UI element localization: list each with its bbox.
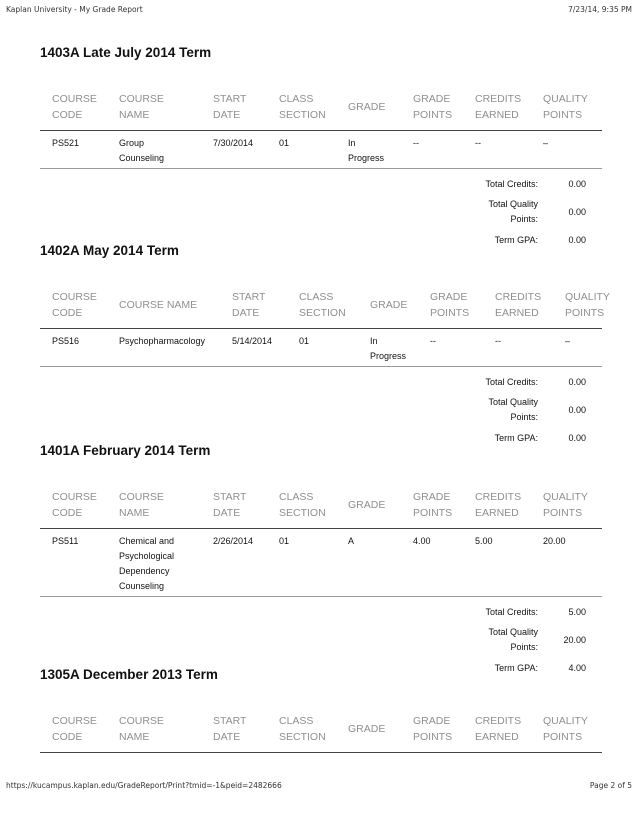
cell-course-name-line: Counseling: [119, 581, 165, 591]
print-footer: [6, 781, 632, 790]
header-course-name: [119, 83, 164, 130]
header-grade: [348, 83, 385, 130]
total-quality-points-value: 0.00: [568, 405, 586, 415]
header-label: [52, 489, 97, 521]
table-row: [40, 530, 602, 597]
header-start-date-line: DATE: [232, 306, 260, 319]
header-course-code-line: COURSE: [52, 92, 97, 105]
header-course-code-line: CODE: [52, 306, 83, 319]
cell-grade: [370, 334, 406, 364]
total-credits-label-line: Total Credits:: [485, 179, 538, 189]
term-title: 1305A December 2013 Term: [40, 667, 218, 682]
header-class-section-line: SECTION: [279, 506, 326, 519]
print-footer-page: Page 2 of 5: [589, 781, 632, 790]
total-quality-points-label: [448, 197, 538, 227]
total-quality-points-label-line: Total Quality: [488, 199, 538, 209]
header-quality-points-line: POINTS: [543, 506, 583, 519]
cell-grade-points: --: [413, 138, 419, 148]
header-credits-earned-line: CREDITS: [475, 490, 522, 503]
term-title: 1401A February 2014 Term: [40, 443, 211, 458]
header-class-section-line: SECTION: [279, 730, 326, 743]
header-class-section: [279, 83, 326, 130]
header-quality-points: [543, 481, 588, 528]
header-label: [119, 91, 164, 123]
total-credits-value: 0.00: [568, 179, 586, 189]
table-header-row: [40, 281, 610, 329]
term-gpa-value: 0.00: [568, 235, 586, 245]
cell-grade: [348, 534, 354, 549]
header-quality-points: [565, 281, 610, 328]
header-course-name-line: COURSE: [119, 92, 164, 105]
header-label: [413, 91, 452, 123]
header-grade-points-line: GRADE: [413, 490, 451, 503]
header-label: [213, 713, 246, 745]
header-label: [213, 489, 246, 521]
table-header-row: [40, 481, 602, 529]
header-course-code-line: CODE: [52, 108, 83, 121]
cell-course-code: PS511: [52, 536, 79, 546]
header-grade-points: [413, 481, 452, 528]
print-header-datetime: 7/23/14, 9:35 PM: [568, 5, 632, 14]
header-course-name: [119, 281, 197, 328]
cell-grade-points: --: [430, 336, 436, 346]
header-start-date-line: START: [213, 714, 247, 727]
cell-grade-line: Progress: [348, 153, 385, 163]
header-course-name-line: NAME: [119, 506, 150, 519]
header-label: [475, 91, 521, 123]
total-quality-points-label: [448, 625, 538, 655]
header-start-date: [213, 705, 246, 752]
header-label: [119, 297, 197, 313]
term-gpa-value: 0.00: [568, 433, 586, 443]
cell-start-date: 2/26/2014: [213, 536, 254, 546]
header-course-code-line: COURSE: [52, 290, 97, 303]
cell-class-section: 01: [279, 536, 290, 546]
total-credits-label-line: Total Credits:: [485, 377, 538, 387]
cell-class-section: 01: [279, 138, 290, 148]
header-credits-earned: [475, 705, 521, 752]
header-grade-line: GRADE: [348, 498, 386, 511]
header-credits-earned-line: EARNED: [475, 730, 519, 743]
term-gpa-label: [448, 661, 538, 676]
header-label: [299, 289, 346, 321]
header-label: [475, 713, 521, 745]
header-label: [119, 713, 164, 745]
header-grade-points-line: GRADE: [413, 714, 451, 727]
header-grade-line: GRADE: [348, 722, 386, 735]
term-gpa-label-line: Term GPA:: [494, 235, 538, 245]
header-quality-points: [543, 83, 588, 130]
cell-start-date: 5/14/2014: [232, 336, 273, 346]
header-class-section-line: CLASS: [279, 92, 314, 105]
total-quality-points-label-line: Points:: [510, 214, 538, 224]
header-course-code-line: CODE: [52, 506, 83, 519]
header-grade-points-line: POINTS: [413, 108, 453, 121]
cell-quality-points: 20.00: [543, 536, 566, 546]
cell-credits-earned: --: [475, 138, 481, 148]
header-label: [413, 713, 452, 745]
header-label: [52, 713, 97, 745]
print-footer-url: https://kucampus.kaplan.edu/GradeReport/Print?tmid=-1&peid=2482666: [6, 781, 282, 790]
total-credits-label-line: Total Credits:: [485, 607, 538, 617]
header-label: [370, 297, 407, 313]
term-gpa-label: [448, 233, 538, 248]
header-course-code: [52, 481, 97, 528]
term-title: 1402A May 2014 Term: [40, 243, 179, 258]
cell-quality-points: –: [543, 138, 549, 148]
header-class-section-line: SECTION: [279, 108, 326, 121]
cell-grade-line: Progress: [370, 351, 407, 361]
term-title: 1403A Late July 2014 Term: [40, 45, 212, 60]
header-credits-earned: [495, 281, 541, 328]
header-start-date: [213, 481, 246, 528]
header-quality-points-line: POINTS: [543, 108, 583, 121]
total-quality-points-label-line: Points:: [510, 412, 538, 422]
header-course-code-line: COURSE: [52, 490, 97, 503]
header-label: [279, 489, 326, 521]
header-quality-points: [543, 705, 588, 752]
term-gpa-label-line: Term GPA:: [494, 663, 538, 673]
cell-grade-line: In: [370, 336, 378, 346]
header-start-date: [213, 83, 246, 130]
header-class-section-line: SECTION: [299, 306, 346, 319]
total-credits-value: 0.00: [568, 377, 586, 387]
cell-course-name-line: Chemical and: [119, 536, 175, 546]
header-start-date: [232, 281, 265, 328]
total-quality-points-value: 0.00: [568, 207, 586, 217]
header-quality-points-line: POINTS: [565, 306, 605, 319]
term-gpa-value: 4.00: [568, 663, 586, 673]
header-start-date-line: DATE: [213, 730, 241, 743]
total-quality-points-label-line: Points:: [510, 642, 538, 652]
header-label: [232, 289, 265, 321]
header-label: [52, 91, 97, 123]
header-start-date-line: START: [232, 290, 266, 303]
header-label: [430, 289, 469, 321]
header-course-name-line: COURSE: [119, 714, 164, 727]
header-label: [543, 91, 588, 123]
header-label: [52, 289, 97, 321]
header-class-section: [279, 481, 326, 528]
header-grade-points: [413, 83, 452, 130]
header-start-date-line: DATE: [213, 108, 241, 121]
header-course-code: [52, 281, 97, 328]
header-grade-points: [413, 705, 452, 752]
header-class-section-line: CLASS: [299, 290, 334, 303]
cell-grade-line: A: [348, 536, 355, 546]
header-quality-points-line: QUALITY: [565, 290, 610, 303]
table-header-row: [40, 705, 602, 753]
header-label: [279, 713, 326, 745]
cell-quality-points: –: [565, 336, 571, 346]
table-header-row: [40, 83, 602, 131]
header-credits-earned-line: EARNED: [475, 506, 519, 519]
header-quality-points-line: QUALITY: [543, 714, 588, 727]
header-label: [348, 497, 385, 513]
cell-course-name: [119, 534, 174, 594]
cell-course-code: PS516: [52, 336, 80, 346]
cell-course-name-line: Psychopharmacology: [119, 336, 206, 346]
header-grade-points-line: POINTS: [430, 306, 470, 319]
header-grade-points: [430, 281, 469, 328]
header-label: [279, 91, 326, 123]
cell-course-name-line: Psychological: [119, 551, 175, 561]
cell-course-name: [119, 136, 164, 166]
cell-start-date: 7/30/2014: [213, 138, 254, 148]
header-class-section-line: CLASS: [279, 714, 314, 727]
header-course-name: [119, 705, 164, 752]
header-course-code: [52, 83, 97, 130]
cell-course-name-line: Group: [119, 138, 145, 148]
table-row: [40, 132, 602, 169]
header-quality-points-line: QUALITY: [543, 92, 588, 105]
header-quality-points-line: POINTS: [543, 730, 583, 743]
total-credits-label: [448, 605, 538, 620]
header-label: [119, 489, 164, 521]
cell-course-name-line: Counseling: [119, 153, 165, 163]
header-class-section-line: CLASS: [279, 490, 314, 503]
header-course-name: [119, 481, 164, 528]
total-credits-label: [448, 375, 538, 390]
header-label: [475, 489, 521, 521]
total-quality-points-label: [448, 395, 538, 425]
header-grade-points-line: POINTS: [413, 506, 453, 519]
header-credits-earned-line: CREDITS: [475, 714, 522, 727]
header-label: [348, 721, 385, 737]
header-quality-points-line: QUALITY: [543, 490, 588, 503]
header-credits-earned-line: EARNED: [475, 108, 519, 121]
header-grade: [370, 281, 407, 328]
total-quality-points-label-line: Total Quality: [488, 397, 538, 407]
header-grade-points-line: GRADE: [430, 290, 468, 303]
header-grade: [348, 705, 385, 752]
header-label: [543, 489, 588, 521]
cell-course-name: [119, 334, 205, 349]
table-row: [40, 330, 602, 367]
header-course-name-line: COURSE: [119, 490, 164, 503]
header-label: [495, 289, 541, 321]
print-header-title: Kaplan University - My Grade Report: [6, 5, 143, 14]
cell-grade: [348, 136, 384, 166]
total-credits-label: [448, 177, 538, 192]
header-start-date-line: START: [213, 490, 247, 503]
header-grade-points-line: POINTS: [413, 730, 453, 743]
cell-credits-earned: 5.00: [475, 536, 493, 546]
header-label: [565, 289, 610, 321]
header-course-name-line: NAME: [119, 108, 150, 121]
cell-course-code: PS521: [52, 138, 80, 148]
header-start-date-line: DATE: [213, 506, 241, 519]
total-quality-points-value: 20.00: [563, 635, 586, 645]
header-label: [213, 91, 246, 123]
header-credits-earned-line: CREDITS: [475, 92, 522, 105]
header-credits-earned-line: CREDITS: [495, 290, 542, 303]
header-grade-line: GRADE: [370, 298, 408, 311]
header-credits-earned-line: EARNED: [495, 306, 539, 319]
cell-grade-points: 4.00: [413, 536, 431, 546]
header-course-code: [52, 705, 97, 752]
cell-credits-earned: --: [495, 336, 501, 346]
header-credits-earned: [475, 481, 521, 528]
print-header: [6, 5, 632, 14]
header-grade-points-line: GRADE: [413, 92, 451, 105]
header-grade: [348, 481, 385, 528]
header-label: [348, 99, 385, 115]
term-gpa-label: [448, 431, 538, 446]
header-course-name-line: NAME: [119, 730, 150, 743]
header-class-section: [279, 705, 326, 752]
header-course-code-line: COURSE: [52, 714, 97, 727]
header-label: [413, 489, 452, 521]
header-credits-earned: [475, 83, 521, 130]
term-gpa-label-line: Term GPA:: [494, 433, 538, 443]
header-course-code-line: CODE: [52, 730, 83, 743]
header-course-name-line: COURSE NAME: [119, 298, 198, 311]
total-credits-value: 5.00: [568, 607, 586, 617]
cell-class-section: 01: [299, 336, 310, 346]
total-quality-points-label-line: Total Quality: [488, 627, 538, 637]
header-label: [543, 713, 588, 745]
header-class-section: [299, 281, 346, 328]
header-grade-line: GRADE: [348, 100, 386, 113]
cell-course-name-line: Dependency: [119, 566, 170, 576]
header-start-date-line: START: [213, 92, 247, 105]
cell-grade-line: In: [348, 138, 356, 148]
